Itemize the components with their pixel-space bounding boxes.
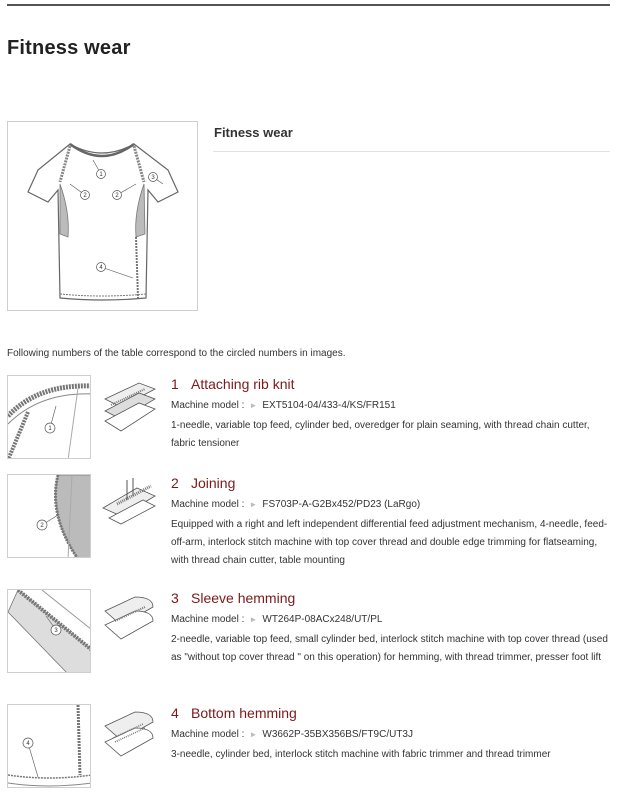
operation-4-model: Machine model : ► W3662P-35BX356BS/FT9C/UT3J [171,729,413,740]
detail-callout: 1 [48,426,52,432]
operation-3-title: 3 Sleeve hemming [171,590,296,606]
callout-1: 1 [99,172,103,178]
operation-3-detail-image [7,589,91,673]
detail-callout: 2 [40,523,44,529]
operation-2-body [171,474,612,570]
callout-2b: 2 [115,193,119,199]
intro-text: Following numbers of the table correspond to the circled numbers in images. [7,348,346,359]
operation-2-seam-diagram [99,474,159,534]
operation-3-body [171,589,612,667]
operation-1-model: Machine model : ► EXT5104-04/433-4/KS/FR151 [171,400,396,411]
callout-2a: 2 [83,193,87,199]
operation-3-model: Machine model : ► WT264P-08ACx248/UT/PL [171,614,383,625]
top-rule [7,4,610,6]
page-title: Fitness wear [7,37,131,59]
detail-callout: 3 [54,628,58,634]
operation-4-seam-diagram [99,704,159,764]
operation-4-description: 3-needle, cylinder bed, interlock stitch machine with fabric trimmer and thread trimmer [171,749,551,760]
operation-3-description: 2-needle, variable top feed, small cylinder bed, interlock stitch machine with top cover thread (used as "without top cover thread " on this operation) for hemming, with thread trimmer, presser foot lift [171,634,608,663]
fitness-shirt-image [7,121,198,311]
arrow-icon: ► [249,401,258,410]
detail-callout: 4 [26,741,30,747]
operation-4-body [171,704,612,764]
arrow-icon: ► [249,615,258,624]
operation-1-body [171,375,612,453]
arrow-icon: ► [249,730,258,739]
hero-divider [213,151,610,152]
operation-1-title: 1 Attaching rib knit [171,376,295,392]
operation-4-title: 4 Bottom hemming [171,705,297,721]
operation-1-detail-image [7,375,91,459]
callout-3: 3 [151,175,155,181]
operation-2-title: 2 Joining [171,475,236,491]
operation-1-seam-diagram [99,375,159,435]
operation-1-description: 1-needle, variable top feed, cylinder bed, overedger for plain seaming, with thread chain cutter, fabric tensioner [171,420,590,449]
operation-4-detail-image [7,704,91,788]
callout-4: 4 [99,265,103,271]
operation-2-detail-image [7,474,91,558]
operation-3-seam-diagram [99,589,159,649]
operation-2-model: Machine model : ► FS703P-A-G2Bx452/PD23 (LaRgo) [171,499,421,510]
operation-2-description: Equipped with a right and left independent differential feed adjustment mechanism, 4-needle, feed-off-arm, interlock stitch machine with top cover thread and double edge trimming for flatseaming, with thread chain cutter, table mounting [171,519,608,566]
hero-title: Fitness wear [214,125,293,140]
arrow-icon: ► [249,500,258,509]
